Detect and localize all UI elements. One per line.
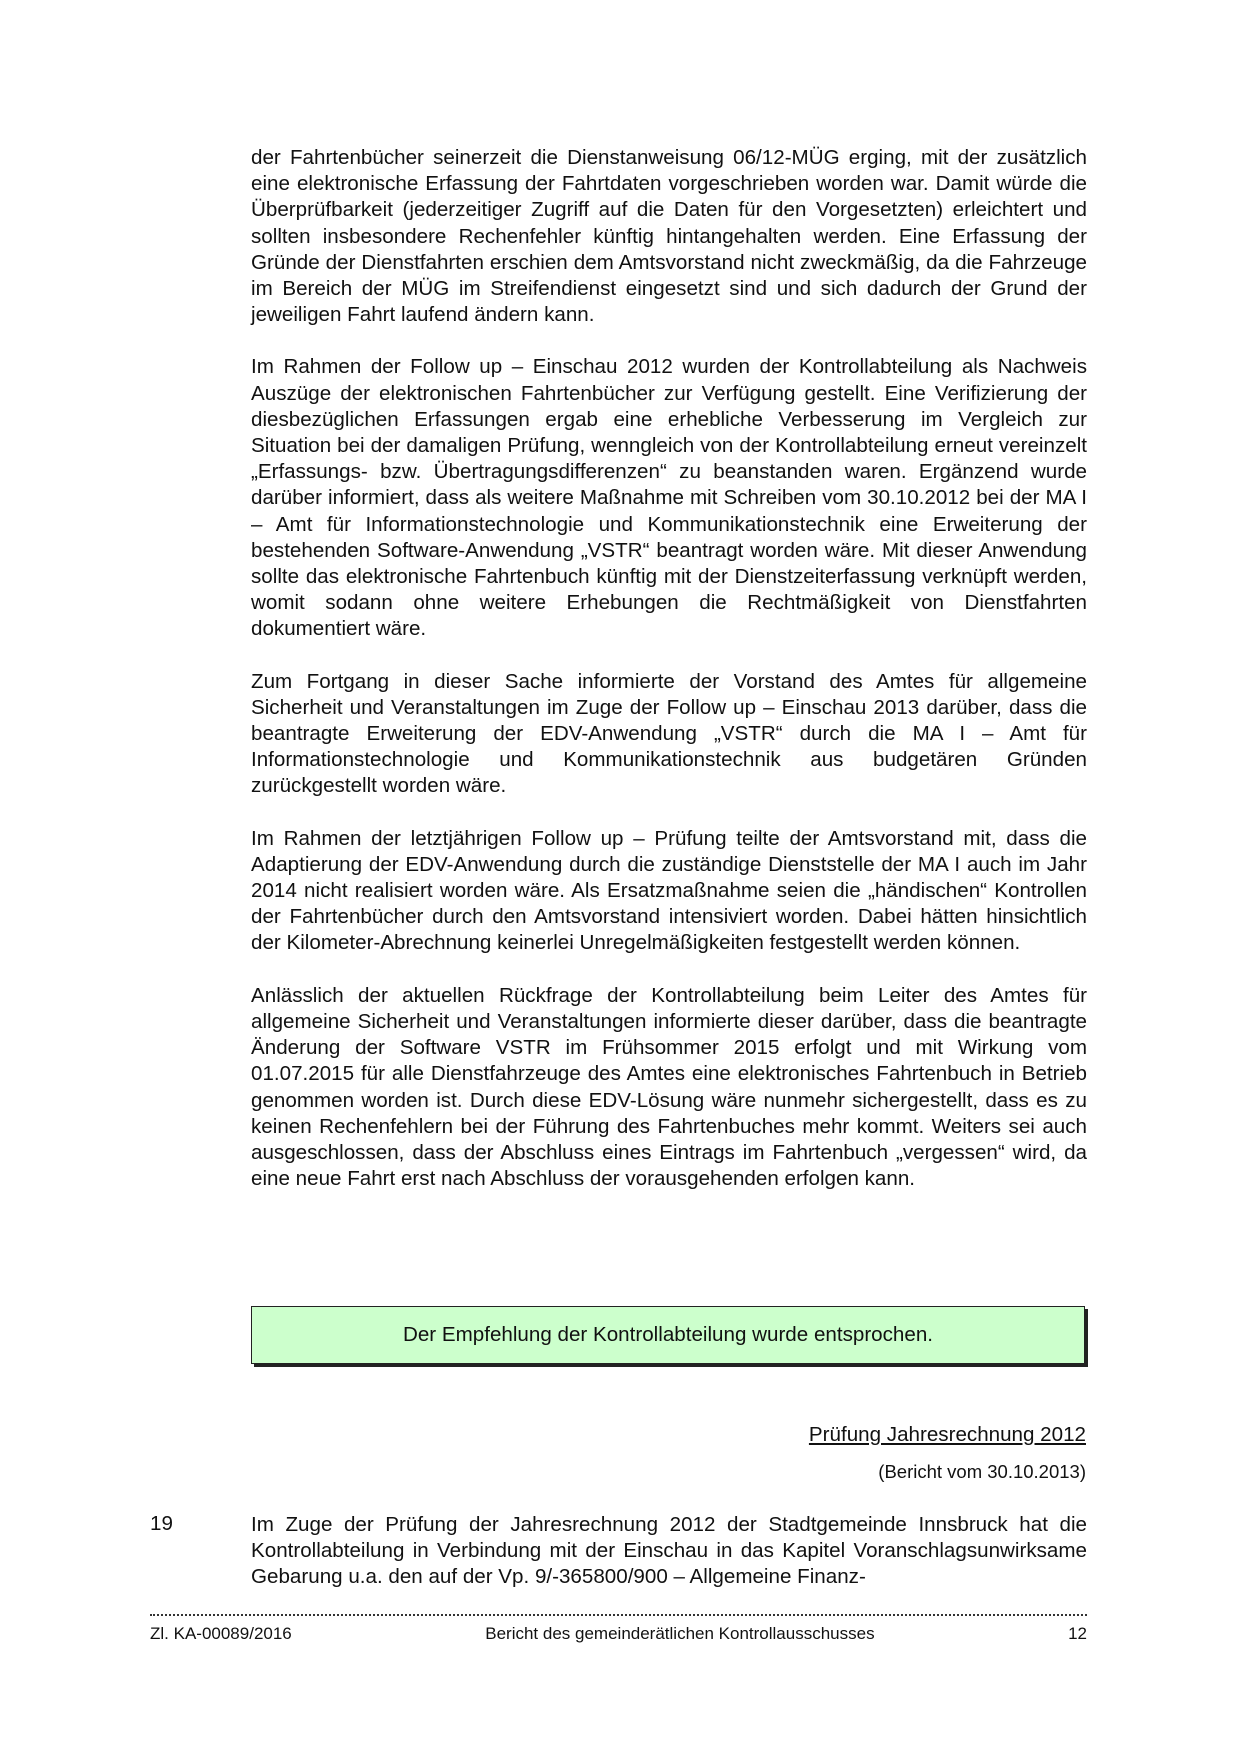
section-subtitle: (Bericht vom 30.10.2013) [878,1461,1086,1482]
footer-divider [150,1604,1087,1616]
paragraph: der Fahrtenbücher seinerzeit die Dienstanweisung 06/12-MÜG erging, mit der zusätzlich eine elektronische Erfassung der Fahrtdaten vorgeschrieben worden war. Damit würde die Überprüfbarkeit (jederzeitiger Zugriff auf die Daten für den Vorgesetzten) erleichtert und sollten insbesondere Rechenfehler künftig hintangehalten werden. Eine Erfassung der Gründe der Dienstfahrten erschien dem Amtsvorstand nicht zweckmäßig, da die Fahrzeuge im Bereich der MÜG im Streifendienst eingesetzt sind und sich dadurch der Grund der jeweiligen Fahrt laufend ändern kann. [251,146,1087,327]
recommendation-text: Der Empfehlung der Kontrollabteilung wurde entsprochen. [402,1323,934,1346]
paragraph: Im Rahmen der letztjährigen Follow up – Prüfung teilte der Amtsvorstand mit, dass die Adaptierung der EDV-Anwendung durch die zuständige Dienststelle der MA I auch im Jahr 2014 nicht realisiert worden wäre. Als Ersatzmaßnahme seien die „händischen“ Kontrollen der Fahrtenbücher durch den Amtsvorstand intensiviert worden. Dabei hätten hinsichtlich der Kilometer-Abrechnung keinerlei Unregelmäßigkeiten festgestellt werden können. [251,826,1087,955]
paragraph: Anlässlich der aktuellen Rückfrage der Kontrollabteilung beim Leiter des Amtes für allgemeine Sicherheit und Veranstaltungen informierte dieser darüber, dass die beantragte Änderung der Software VSTR im Frühsommer 2015 erfolgt und mit Wirkung vom 01.07.2015 für alle Dienstfahrzeuge des Amtes eine elektronisches Fahrtenbuch in Betrieb genommen worden ist. Durch diese EDV-Lösung wäre nunmehr sichergestellt, dass es zu keinen Rechenfehlern bei der Führung des Fahrtenbuches mehr kommt. Weiters sei auch ausgeschlossen, dass der Abschluss eines Eintrags im Fahrtenbuch „vergessen“ wird, da eine neue Fahrt erst nach Abschluss der vorausgehenden erfolgen kann. [251,983,1087,1191]
footer-title: Bericht des gemeinderätlichen Kontrollausschusses [485,1624,875,1643]
item-text: Im Zuge der Prüfung der Jahresrechnung 2012 der Stadtgemeinde Innsbruck hat die Kontrollabteilung in Verbindung mit der Einschau in das Kapitel Voranschlagsunwirksame Gebarung u.a. den auf der Vp. 9/-365800/900 – Allgemeine Finanz- [251,1513,1087,1589]
footer-reference: Zl. KA-00089/2016 [150,1624,292,1643]
paragraph: Im Rahmen der Follow up – Einschau 2012 wurden der Kontrollabteilung als Nachweis Auszüge der elektronischen Fahrtenbücher zur Verfügung gestellt. Eine Verifizierung der diesbezüglichen Erfassungen ergab eine erhebliche Verbesserung im Vergleich zur Situation bei der damaligen Prüfung, wenngleich von der Kontrollabteilung erneut vereinzelt „Erfassungs- bzw. Übertragungsdifferenzen“ zu beanstanden waren. Ergänzend wurde darüber informiert, dass als weitere Maßnahme mit Schreiben vom 30.10.2012 bei der MA I – Amt für Informationstechnologie und Kommunikationstechnik eine Erweiterung der bestehenden Software-Anwendung „VSTR“ beantragt worden wäre. Mit dieser Anwendung sollte das elektronische Fahrtenbuch künftig mit der Dienstzeiterfassung verknüpft werden, womit sodann ohne weitere Erhebungen die Rechtmäßigkeit von Dienstfahrten dokumentiert wäre. [251,355,1087,641]
body-text [251,145,1087,1218]
item-number: 19 [150,1512,173,1535]
section-title: Prüfung Jahresrechnung 2012 [808,1423,1086,1446]
page-footer [150,1624,1087,1644]
paragraph: Zum Fortgang in dieser Sache informierte der Vorstand des Amtes für allgemeine Sicherheit und Veranstaltungen im Zuge der Follow up – Einschau 2013 darüber, dass die beantragte Erweiterung der EDV-Anwendung „VSTR“ durch die MA I – Amt für Informationstechnologie und Kommunikationstechnik aus budgetären Gründen zurückgestellt worden wäre. [251,669,1087,798]
page-number: 12 [1068,1624,1087,1643]
recommendation-box [251,1306,1085,1364]
